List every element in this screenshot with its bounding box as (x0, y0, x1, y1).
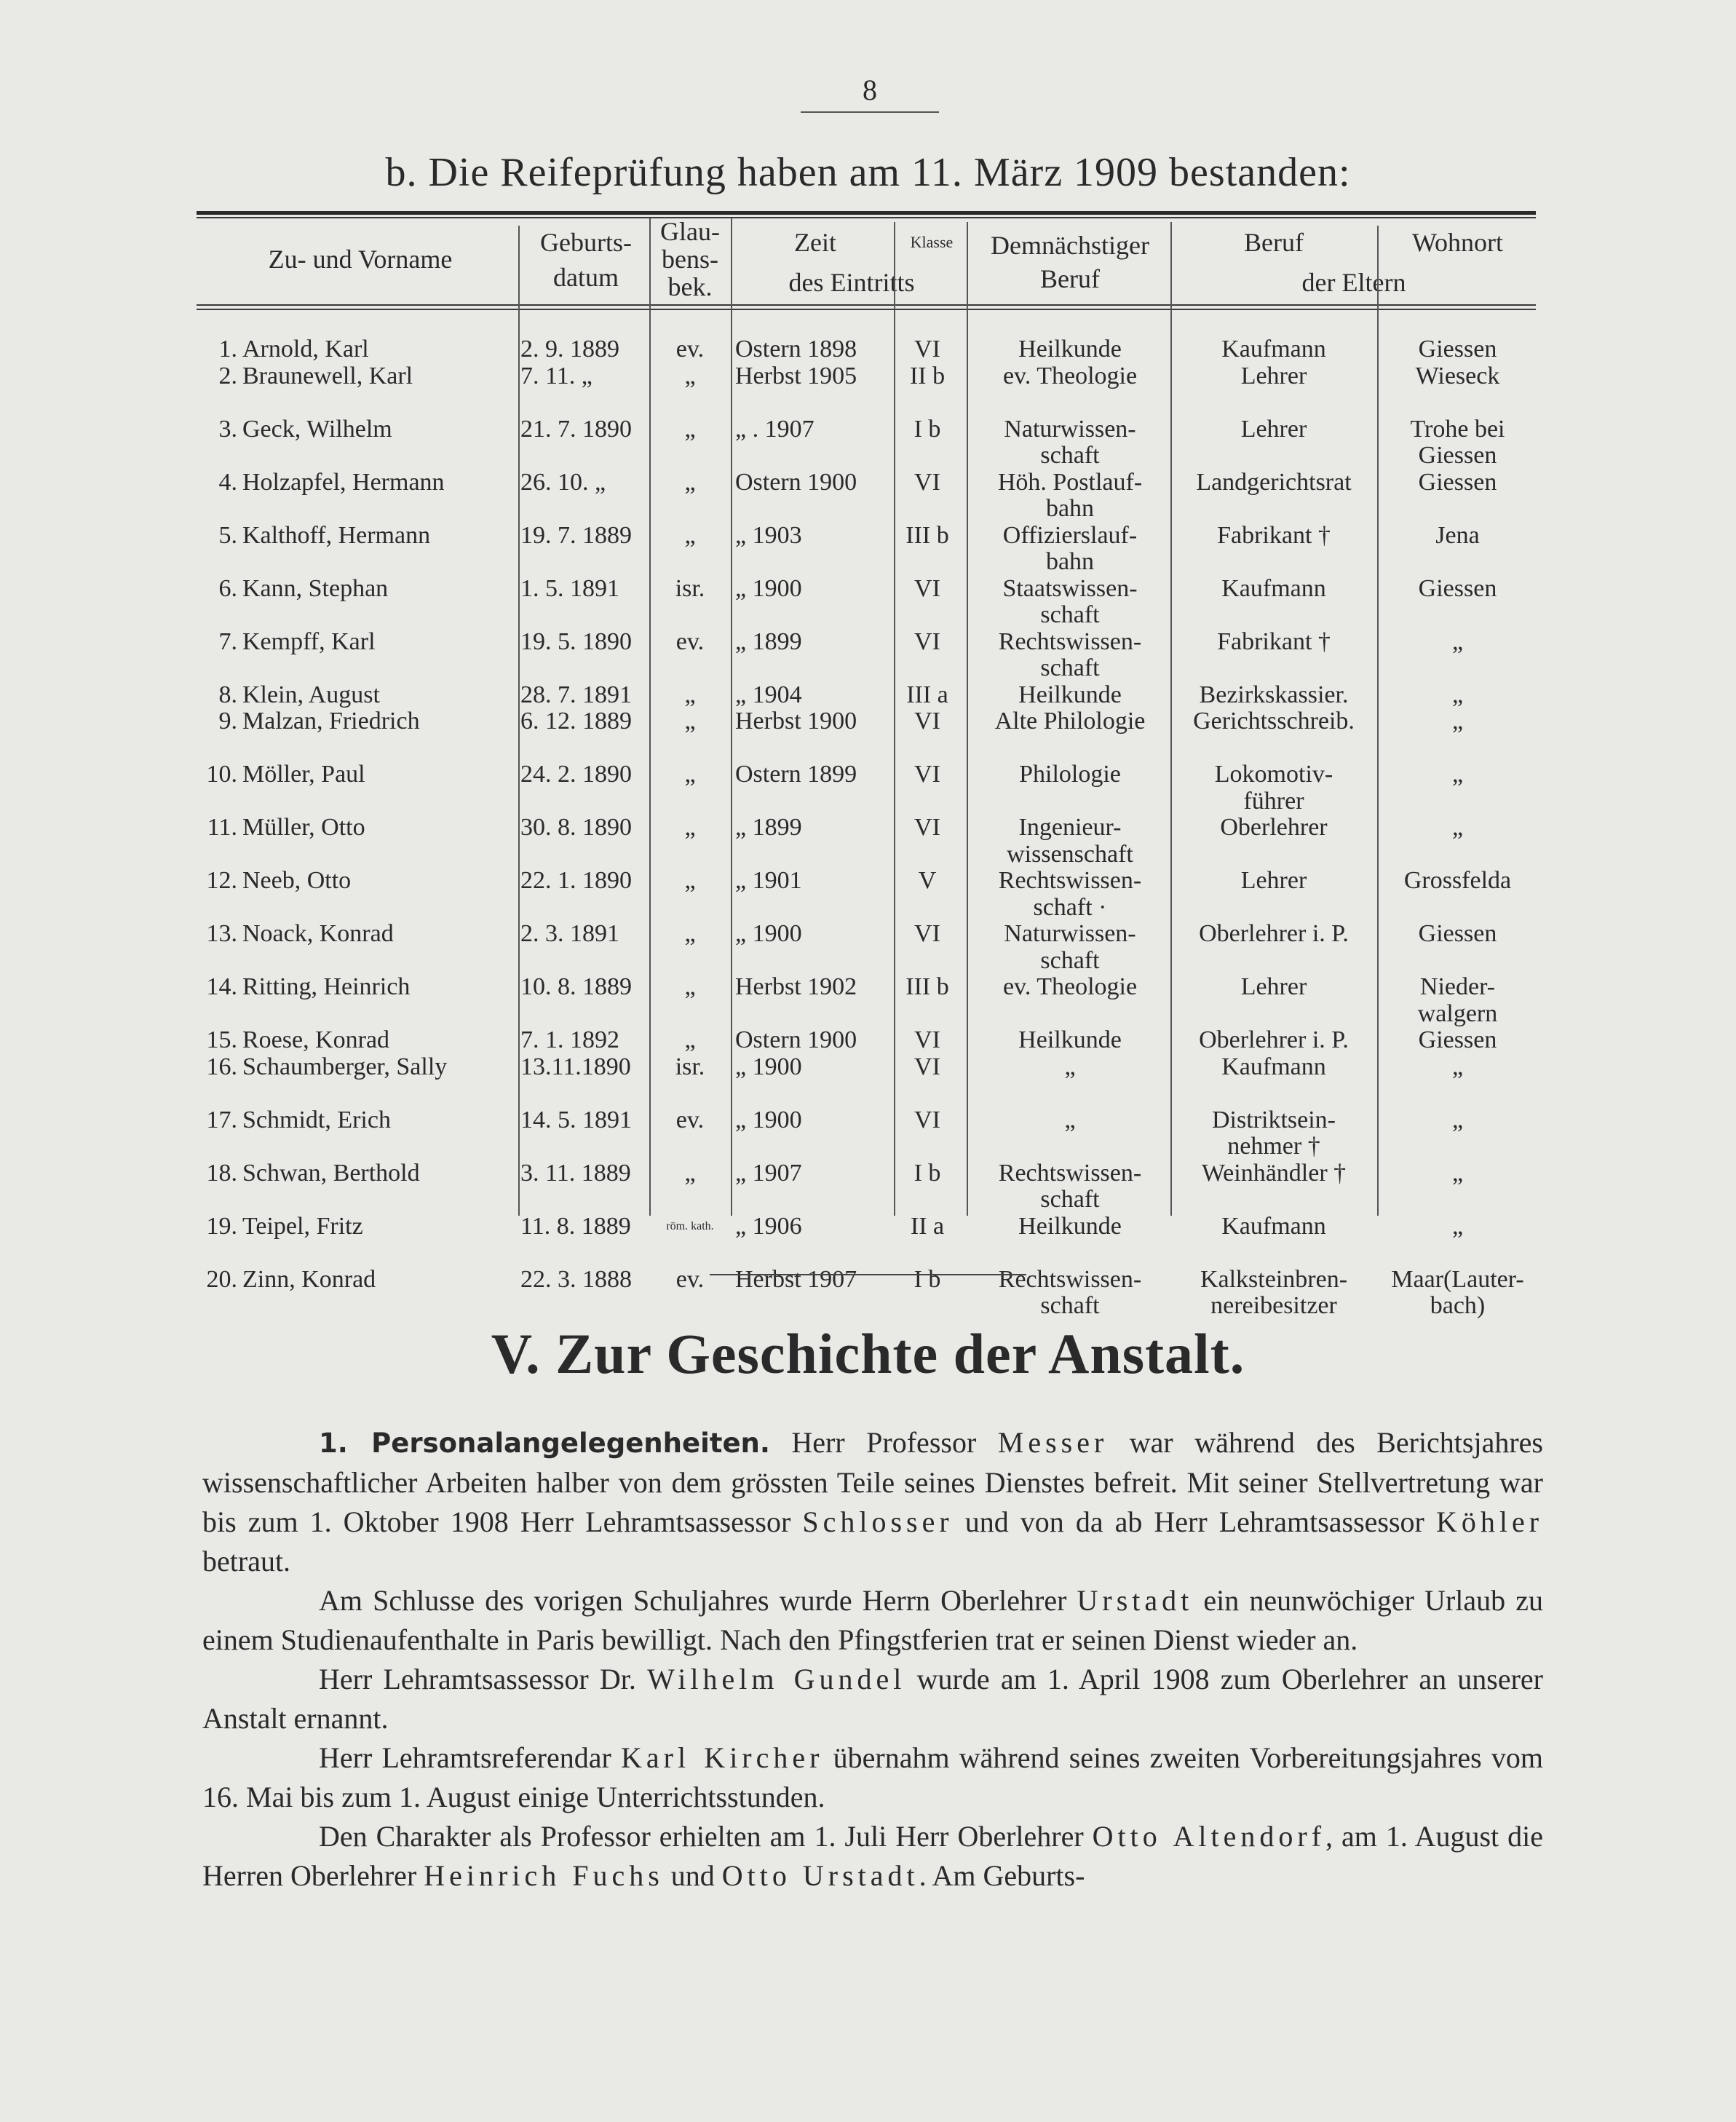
row-future-profession: Heilkunde (1018, 681, 1122, 708)
row-name: Holzapfel, Hermann (242, 468, 445, 496)
row-name: Arnold, Karl (242, 336, 369, 363)
row-religion: „ (684, 468, 696, 496)
row-name: Müller, Otto (242, 814, 365, 841)
row-religion: „ (684, 362, 696, 389)
row-religion: „ (684, 867, 696, 894)
row-parent-profession: Lehrer (1240, 362, 1307, 389)
row-future-profession: schaft (1040, 946, 1100, 974)
row-religion: isr. (675, 574, 705, 602)
row-birthdate: 2. 9. 1889 (520, 336, 619, 363)
row-parent-profession: Landgerichtsrat (1196, 468, 1352, 496)
col-rule (1377, 226, 1379, 1216)
row-birthdate: 22. 1. 1890 (520, 867, 632, 894)
row-name: Kalthoff, Hermann (242, 521, 431, 549)
row-entry-time: „ 1907 (735, 1159, 802, 1187)
row-parent-profession: nehmer † (1227, 1133, 1320, 1160)
row-name: Kann, Stephan (242, 574, 389, 602)
row-parent-profession: Fabrikant † (1217, 521, 1331, 549)
text: und von da ab Herr Lehramtsassessor (953, 1505, 1436, 1538)
text: Den Charakter als Professor erhielten am 1. Juli Herr Oberlehrer (319, 1820, 1093, 1853)
row-name: Teipel, Fritz (242, 1212, 363, 1240)
row-future-profession: Heilkunde (1018, 336, 1122, 363)
row-number: 19. (206, 1212, 237, 1240)
row-residence: „ (1451, 761, 1464, 788)
row-entry-time: „ 1900 (735, 1053, 802, 1080)
header-glau-3: bek. (667, 272, 713, 301)
row-entry-time: „ 1904 (735, 681, 802, 708)
row-future-profession: schaft (1040, 1186, 1100, 1213)
row-number: 9. (218, 708, 237, 735)
row-name: Kempff, Karl (242, 628, 376, 655)
row-class: VI (914, 920, 940, 947)
row-residence: „ (1451, 628, 1464, 655)
row-entry-time: Herbst 1907 (735, 1265, 857, 1293)
row-religion: „ (684, 920, 696, 947)
header-geb-2: datum (553, 263, 619, 292)
table-top-rule (197, 211, 1536, 215)
header-geb-1: Geburts- (540, 228, 632, 257)
row-number: 1. (218, 336, 237, 363)
row-residence: Giessen (1418, 1026, 1497, 1053)
row-class: II b (909, 362, 946, 389)
text: Herr Lehramtsreferendar (319, 1741, 622, 1774)
row-future-profession: Alte Philologie (994, 708, 1146, 735)
row-religion: „ (684, 761, 696, 788)
row-birthdate: 26. 10. „ (520, 468, 606, 496)
row-birthdate: 30. 8. 1890 (520, 814, 632, 841)
row-religion: ev. (675, 628, 705, 655)
row-parent-profession: Oberlehrer i. P. (1199, 1026, 1349, 1053)
row-future-profession: bahn (1045, 548, 1095, 575)
row-future-profession: ev. Theologie (1002, 362, 1138, 389)
row-residence: „ (1451, 1212, 1464, 1240)
row-residence: „ (1451, 1053, 1464, 1080)
spaced-name: Urstadt (1077, 1584, 1194, 1617)
row-residence: „ (1451, 1159, 1464, 1187)
row-future-profession: Rechtswissen- (998, 867, 1142, 894)
row-future-profession: „ (1064, 1053, 1076, 1080)
row-name: Klein, August (242, 681, 380, 708)
row-parent-profession: Kaufmann (1221, 336, 1326, 363)
row-future-profession: Naturwissen- (1004, 920, 1136, 947)
row-residence: Grossfelda (1403, 867, 1512, 894)
row-residence: Giessen (1418, 920, 1497, 947)
row-future-profession: Philologie (1019, 761, 1121, 788)
row-birthdate: 14. 5. 1891 (520, 1106, 632, 1133)
header-name: Zu- und Vorname (268, 245, 453, 274)
row-parent-profession: Kaufmann (1221, 574, 1326, 602)
body-text (202, 1423, 1543, 1896)
row-number: 3. (218, 415, 237, 443)
row-class: VI (914, 1106, 940, 1133)
text: betraut. (202, 1545, 291, 1577)
row-class: I b (913, 1159, 941, 1187)
row-entry-time: Ostern 1898 (735, 336, 857, 363)
row-parent-profession: Lehrer (1240, 973, 1307, 1000)
row-number: 5. (218, 521, 237, 549)
header-glau-1: Glau- (660, 217, 720, 246)
row-future-profession: Höh. Postlauf- (997, 468, 1143, 496)
row-number: 18. (206, 1159, 237, 1187)
row-residence: „ (1451, 681, 1464, 708)
paragraph (202, 1817, 1543, 1896)
row-parent-profession: Oberlehrer (1220, 814, 1328, 841)
row-future-profession: schaft (1040, 654, 1100, 681)
header-wohnort: Wohnort (1411, 228, 1504, 257)
row-name: Möller, Paul (242, 761, 365, 788)
paragraph (202, 1581, 1543, 1660)
header-eltern: der Eltern (1301, 268, 1406, 297)
row-religion: „ (684, 415, 696, 443)
row-name: Zinn, Konrad (242, 1265, 376, 1293)
row-birthdate: 6. 12. 1889 (520, 708, 632, 735)
row-religion: ev. (675, 1106, 705, 1133)
header-zeit-2: des Eintritts (788, 268, 915, 297)
text: , am 1. August die Herren Oberlehrer (202, 1820, 1543, 1892)
row-residence: Wieseck (1415, 362, 1500, 389)
row-religion: „ (684, 1026, 696, 1053)
row-class: VI (914, 1053, 940, 1080)
row-entry-time: „ 1899 (735, 814, 802, 841)
row-class: VI (914, 468, 940, 496)
row-religion: röm. kath. (666, 1219, 714, 1232)
row-entry-time: „ 1900 (735, 1106, 802, 1133)
row-entry-time: Herbst 1902 (735, 973, 857, 1000)
spaced-name: Schlosser (802, 1505, 954, 1538)
row-religion: „ (684, 973, 696, 1000)
row-future-profession: schaft · (1033, 893, 1107, 921)
row-number: 7. (218, 628, 237, 655)
row-parent-profession: führer (1243, 787, 1304, 815)
row-name: Ritting, Heinrich (242, 973, 411, 1000)
row-religion: ev. (675, 336, 705, 363)
spaced-name: Karl Kircher (621, 1741, 824, 1774)
row-parent-profession: Lehrer (1240, 867, 1307, 894)
row-future-profession: Rechtswissen- (998, 1159, 1142, 1187)
row-parent-profession: Kalksteinbren- (1200, 1265, 1348, 1293)
header-dem-2: Beruf (1040, 264, 1100, 293)
row-future-profession: Heilkunde (1018, 1212, 1122, 1240)
row-future-profession: Rechtswissen- (998, 1265, 1142, 1293)
row-religion: „ (684, 521, 696, 549)
row-future-profession: bahn (1045, 495, 1095, 522)
row-religion: ev. (675, 1265, 705, 1293)
text: ein neunwöchiger Urlaub zu einem Studienaufenthalte in Paris bewilligt. Nach den Pfingstferien trat er seinen Dienst wieder an. (202, 1584, 1543, 1656)
row-future-profession: Heilkunde (1018, 1026, 1122, 1053)
row-birthdate: 21. 7. 1890 (520, 415, 632, 443)
row-number: 10. (206, 761, 237, 788)
row-number: 6. (218, 574, 237, 602)
spaced-name: Messer (997, 1426, 1109, 1459)
section-v-title: V. Zur Geschichte der Anstalt. (491, 1322, 1245, 1385)
row-entry-time: „ 1903 (735, 521, 802, 549)
header-bottom-rule-2 (197, 309, 1536, 310)
row-parent-profession: Kaufmann (1221, 1212, 1326, 1240)
row-number: 17. (206, 1106, 237, 1133)
row-birthdate: 7. 11. „ (520, 362, 592, 389)
row-birthdate: 1. 5. 1891 (520, 574, 619, 602)
header-dem-1: Demnächstiger (991, 231, 1149, 260)
row-class: III a (906, 681, 948, 708)
row-name: Schmidt, Erich (242, 1106, 391, 1133)
row-future-profession: Rechtswissen- (998, 628, 1142, 655)
row-number: 15. (206, 1026, 237, 1053)
row-residence: „ (1451, 1106, 1464, 1133)
table-top-rule-thin (197, 217, 1536, 218)
row-future-profession: Staatswissen- (1002, 574, 1138, 602)
row-class: VI (914, 628, 940, 655)
row-religion: „ (684, 708, 696, 735)
row-class: V (918, 867, 937, 894)
row-name: Noack, Konrad (242, 920, 394, 947)
row-name: Schwan, Berthold (242, 1159, 420, 1187)
row-class: II a (910, 1212, 945, 1240)
row-name: Schaumberger, Sally (242, 1053, 448, 1080)
row-entry-time: Ostern 1900 (735, 468, 857, 496)
row-residence: Nieder- (1419, 973, 1496, 1000)
row-future-profession: ev. Theologie (1002, 973, 1138, 1000)
row-parent-profession: Fabrikant † (1217, 628, 1331, 655)
header-zeit-1: Zeit (794, 228, 836, 257)
row-name: Braunewell, Karl (242, 362, 413, 389)
section-divider (710, 1274, 1026, 1275)
row-entry-time: Ostern 1900 (735, 1026, 857, 1053)
row-religion: „ (684, 1159, 696, 1187)
paragraph (202, 1423, 1543, 1581)
row-future-profession: schaft (1040, 1292, 1100, 1319)
row-future-profession: Offizierslauf- (1002, 521, 1138, 549)
row-future-profession: wissenschaft (1007, 840, 1133, 868)
row-residence: Giessen (1418, 574, 1497, 602)
row-name: Neeb, Otto (242, 867, 352, 894)
row-birthdate: 22. 3. 1888 (520, 1265, 632, 1293)
row-name: Geck, Wilhelm (242, 415, 392, 443)
row-class: I b (913, 1265, 941, 1293)
header-bottom-rule (197, 304, 1536, 306)
row-parent-profession: nereibesitzer (1210, 1292, 1337, 1319)
row-birthdate: 19. 5. 1890 (520, 628, 632, 655)
row-future-profession: schaft (1040, 442, 1100, 469)
row-entry-time: „ 1900 (735, 920, 802, 947)
row-name: Roese, Konrad (242, 1026, 390, 1053)
row-parent-profession: Bezirkskassier. (1199, 681, 1349, 708)
text: und (663, 1859, 722, 1892)
row-entry-time: Ostern 1899 (735, 761, 857, 788)
spaced-name: Otto Urstadt (721, 1859, 919, 1892)
row-religion: „ (684, 814, 696, 841)
row-birthdate: 19. 7. 1889 (520, 521, 632, 549)
row-residence: Giessen (1418, 468, 1497, 496)
row-parent-profession: Gerichtsschreib. (1193, 708, 1355, 735)
row-number: 13. (206, 920, 237, 947)
row-parent-profession: Lokomotiv- (1214, 761, 1333, 788)
row-future-profession: Naturwissen- (1004, 415, 1136, 443)
row-class: VI (914, 814, 940, 841)
paragraph (202, 1660, 1543, 1738)
spaced-name: Wilhelm Gundel (647, 1663, 906, 1695)
paragraph (202, 1738, 1543, 1817)
section-b-title: b. Die Reifeprüfung haben am 11. März 1909 bestanden: (385, 150, 1351, 195)
row-birthdate: 2. 3. 1891 (520, 920, 619, 947)
row-number: 20. (206, 1265, 237, 1293)
row-entry-time: „ 1899 (735, 628, 802, 655)
col-rule (731, 218, 732, 1216)
spaced-name: Köhler (1435, 1505, 1544, 1538)
row-birthdate: 28. 7. 1891 (520, 681, 632, 708)
text: Herr Lehramtsassessor Dr. (319, 1663, 648, 1695)
row-number: 11. (207, 814, 237, 841)
row-entry-time: Herbst 1900 (735, 708, 857, 735)
row-entry-time: „ 1906 (735, 1212, 802, 1240)
header-glau-2: bens- (662, 245, 718, 274)
header-beruf: Beruf (1244, 228, 1304, 257)
text: wurde am 1. April 1908 zum Oberlehrer an unserer Anstalt ernannt. (202, 1663, 1543, 1735)
row-birthdate: 11. 8. 1889 (520, 1212, 631, 1240)
row-number: 2. (218, 362, 237, 389)
row-birthdate: 10. 8. 1889 (520, 973, 632, 1000)
row-residence: Giessen (1418, 442, 1497, 469)
row-birthdate: 24. 2. 1890 (520, 761, 632, 788)
row-parent-profession: Oberlehrer i. P. (1199, 920, 1349, 947)
text: Herr Professor (769, 1426, 998, 1459)
row-parent-profession: Weinhändler † (1201, 1159, 1347, 1187)
row-class: VI (914, 336, 940, 363)
row-residence: „ (1451, 708, 1464, 735)
row-class: III b (905, 521, 949, 549)
text: übernahm während seines zweiten Vorbereitungsjahres vom 16. Mai bis zum 1. August einige Unterrichtsstunden. (202, 1741, 1543, 1813)
row-future-profession: „ (1064, 1106, 1076, 1133)
row-residence: „ (1451, 814, 1464, 841)
row-parent-profession: Kaufmann (1221, 1053, 1326, 1080)
row-residence: Giessen (1418, 336, 1497, 363)
row-entry-time: „ 1901 (735, 867, 802, 894)
spaced-name: Heinrich Fuchs (424, 1859, 664, 1892)
row-name: Malzan, Friedrich (242, 708, 420, 735)
spaced-name: Otto Altendorf (1092, 1820, 1326, 1853)
row-parent-profession: Lehrer (1240, 415, 1307, 443)
row-entry-time: Herbst 1905 (735, 362, 857, 389)
row-class: VI (914, 574, 940, 602)
paragraph-heading: 1. Personalangelegenheiten. (319, 1428, 770, 1459)
row-class: VI (914, 761, 940, 788)
row-birthdate: 7. 1. 1892 (520, 1026, 619, 1053)
row-class: VI (914, 1026, 940, 1053)
row-class: III b (905, 973, 949, 1000)
text: . Am Geburts- (919, 1859, 1085, 1892)
row-residence: bach) (1430, 1292, 1486, 1319)
row-residence: Jena (1435, 521, 1480, 549)
row-birthdate: 3. 11. 1889 (520, 1159, 631, 1187)
row-entry-time: „ 1900 (735, 574, 802, 602)
row-number: 14. (206, 973, 237, 1000)
row-residence: Trohe bei (1410, 415, 1505, 443)
row-religion: isr. (675, 1053, 705, 1080)
row-class: I b (913, 415, 941, 443)
row-number: 4. (218, 468, 237, 496)
row-entry-time: „ . 1907 (735, 415, 815, 443)
row-residence: walgern (1417, 999, 1498, 1027)
row-parent-profession: Distriktsein- (1212, 1106, 1336, 1133)
row-class: VI (914, 708, 940, 735)
row-birthdate: 13.11.1890 (520, 1053, 631, 1080)
row-number: 8. (218, 681, 237, 708)
header-klasse: Klasse (910, 233, 954, 251)
row-religion: „ (684, 681, 696, 708)
row-future-profession: schaft (1040, 601, 1100, 628)
row-future-profession: Ingenieur- (1018, 814, 1122, 841)
text: war während des Berichtsjahres wissenschaftlicher Arbeiten halber von dem grössten Teile seines Dienstes befreit. Mit seiner Stellvertretung war bis zum 1. Oktober 1908 Herr Lehramtsassessor (202, 1426, 1543, 1538)
page-number: 8 (801, 73, 939, 113)
row-residence: Maar(Lauter- (1391, 1265, 1524, 1293)
row-number: 16. (206, 1053, 237, 1080)
row-number: 12. (206, 867, 237, 894)
text: Am Schlusse des vorigen Schuljahres wurde Herrn Oberlehrer (319, 1584, 1077, 1617)
